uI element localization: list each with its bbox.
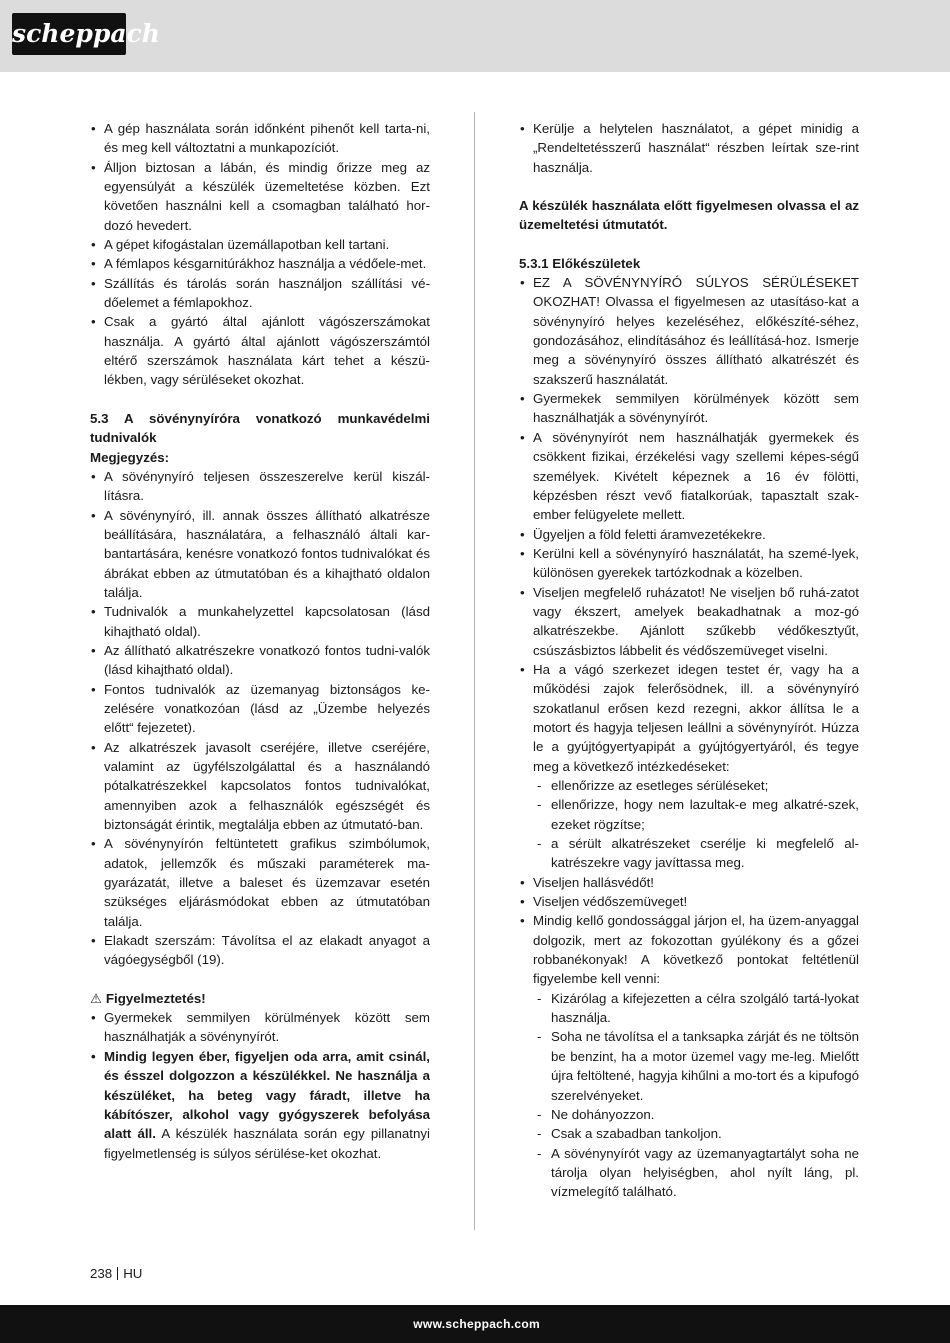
list-item: • Kerülje a helytelen használatot, a gépet minidig a „Rendeltetésszerű használat“ részben leírtak sze-rint használja. xyxy=(519,119,859,177)
intro-bullet-list xyxy=(90,119,430,390)
sub-dash-list xyxy=(533,989,859,1202)
list-item: • Elakadt szerszám: Távolítsa el az elakadt anyagot a vágóegységből (19). xyxy=(90,931,430,970)
list-item: • A fémlapos késgarnitúrákhoz használja a védőele-met. xyxy=(90,254,430,273)
list-item: • Az állítható alkatrészekre vonatkozó fontos tudni-valók (lásd kihajtható oldal). xyxy=(90,641,430,680)
list-item-text: Ha a vágó szerkezet idegen testet ér, vagy ha a működési zajok felerősödnek, ill. a sövénynyíró szokatlanul erősen kezd rezegni, akkor állítsa le a motort és hagyja teljesen leállni a sövénynyírót. Húzza le a gyújtógyertyapipát a gyújtógyertyáról, és tegye meg a következő intézkedéseket: xyxy=(533,661,859,774)
sub-dash-list xyxy=(533,776,859,873)
regular-text: A készülék használata során egy pillanatnyi figyelmetlenség is súlyos sérülése-ket okozhat. xyxy=(104,1126,431,1161)
spacer xyxy=(519,177,859,196)
sub-list-item: - ellenőrizze, hogy nem lazultak-e meg alkatré-szek, ezeket rögzítse; xyxy=(533,795,859,834)
column-divider xyxy=(474,112,475,1230)
list-item: • Az alkatrészek javasolt cseréjére, illetve cseréjére, valamint az ügyfélszolgálattal és a használandó pótalkatrészekkel kapcsolatos fontos tudnivalókat, amennyiben azok a felhasználók egészségét és biztonságát érintik, megtalálja ebben az útmutató-ban. xyxy=(90,738,430,835)
list-item-text: Mindig kellő gondossággal járjon el, ha üzem-anyaggal dolgozik, mert az fokozottan gyúlékony és a gőzei robbanékonyak! A következő pontokat feltétlenül figyelembe kell venni: xyxy=(533,913,859,987)
preparation-bullet-list xyxy=(519,273,859,1202)
right-column xyxy=(519,119,859,1202)
subsection-heading: 5.3.1 Előkészületek xyxy=(519,255,641,271)
bold-notice: A készülék használata előtt figyelmesen olvassa el az üzemeltetési útmutatót. xyxy=(519,198,859,233)
header-band xyxy=(0,0,950,72)
list-item: • A gépet kifogástalan üzemállapotban kell tartani. xyxy=(90,235,430,254)
sub-list-item: - ellenőrizze az esetleges sérüléseket; xyxy=(533,776,859,795)
list-item: • Kerülni kell a sövénynyíró használatát, ha szemé-lyek, különösen gyerekek tartózkodnak a közelben. xyxy=(519,544,859,583)
list-item: • Gyermekek semmilyen körülmények között sem használhatják a sövénynyírót. xyxy=(90,1008,430,1047)
sub-list-item: - Soha ne távolítsa el a tanksapka zárját és ne töltsön be benzint, ha a motor üzemel vagy me-leg. Mielőtt újra feltöltené, hagyja kihűlni a mo-tort és a kipufogó szerelvényeket. xyxy=(533,1027,859,1104)
brand-logo: scheppach xyxy=(12,13,126,55)
list-item: • A sövénynyíró, ill. annak összes állítható alkatrésze beállítására, használatára, a felhasználó általi kar-bantartására, kenésre vonatkozó fontos tudnivalókat és ábrákat ebben az útmutatóban és a kihajtható oldalon találja. xyxy=(90,506,430,603)
warning-heading xyxy=(90,989,430,1008)
separator xyxy=(117,1267,118,1280)
warning-label: Figyelmeztetés! xyxy=(105,990,206,1006)
list-item: • EZ A SÖVÉNYNYÍRÓ SÚLYOS SÉRÜLÉSEKET OKOZHAT! Olvassa el figyelmesen az utasításo-kat a sövénynyíró helyes kezeléséhez, előkészíté-séhez, gondozásához, elindításához és leállításá-hoz. Ismerje meg a sövénynyíró összes állítható alkatrészét és szakszerű használatát. xyxy=(519,273,859,389)
sub-list-item: - Ne dohányozzon. xyxy=(533,1105,859,1124)
list-item: • Tudnivalók a munkahelyzettel kapcsolatosan (lásd kihajtható oldal). xyxy=(90,602,430,641)
warning-triangle-icon: ⚠ xyxy=(90,990,102,1006)
sub-list-item: - Kizárólag a kifejezetten a célra szolgáló tartá-lyokat használja. xyxy=(533,989,859,1028)
list-item: • A sövénynyírón feltüntetett grafikus szimbólumok, adatok, jellemzők és műszaki paraméterek ma-gyarázatát, illetve a baleset és üzemzavar esetén szükséges eljárásmódokat ebben az útmutatóban találja. xyxy=(90,834,430,931)
list-item: • Gyermekek semmilyen körülmények között sem használhatják a sövénynyírót. xyxy=(519,389,859,428)
list-item: • Viseljen védőszemüveget! xyxy=(519,892,859,911)
spacer xyxy=(90,970,430,989)
sub-list-item: - a sérült alkatrészeket cserélje ki megfelelő al-katrészekre vagy javíttassa meg. xyxy=(533,834,859,873)
list-item xyxy=(90,1047,430,1163)
page-number-footer xyxy=(90,1264,142,1283)
bold-text: Mindig legyen éber, figyeljen oda arra, amit csinál, és ésszel dolgozzon a készülékkel. Ne használja a készüléket, ha beteg vagy fáradt, illetve ha kábítószer, alkohol vagy gyógyszerek befolyása alatt áll. xyxy=(104,1048,430,1142)
page-number: 238 xyxy=(90,1266,113,1281)
list-item xyxy=(519,911,859,1201)
list-item: • Fontos tudnivalók az üzemanyag biztonságos ke-zelésére vonatkozóan (lásd az „Üzembe helyezés előtt“ fejezetet). xyxy=(90,680,430,738)
list-item: • A gép használata során időnként pihenőt kell tarta-ni, és meg kell változtatni a munkapozíciót. xyxy=(90,119,430,158)
sub-list-item: - Csak a szabadban tankoljon. xyxy=(533,1124,859,1143)
website-link[interactable]: www.scheppach.com xyxy=(413,1317,540,1331)
warning-bullet-list xyxy=(90,1008,430,1163)
footer-bar xyxy=(0,1305,950,1343)
note-label: Megjegyzés: xyxy=(90,449,170,465)
spacer xyxy=(90,390,430,409)
sub-list-item: - A sövénynyírót vagy az üzemanyagtartályt soha ne tárolja olyan helyiségben, ahol nyílt láng, pl. vízmelegítő található. xyxy=(533,1144,859,1202)
list-item xyxy=(519,660,859,873)
list-item: • Ügyeljen a föld feletti áramvezetékekre. xyxy=(519,525,859,544)
list-item: • A sövénynyíró teljesen összeszerelve kerül kiszál-lításra. xyxy=(90,467,430,506)
list-item: • Csak a gyártó által ajánlott vágószerszámokat használja. A gyártó által ajánlott vágószerszámtól eltérő szerszámok használata kárt tehet a készü-lékben, vagy sérüléseket okozhat. xyxy=(90,312,430,389)
list-item: • Viseljen megfelelő ruházatot! Ne viseljen bő ruhá-zatot vagy ékszert, amelyek beakadhatnak a moz-gó alkatrészekbe. Ajánlott szűkebb védőkesztyűt, csúszásbiztos lábbelit és védőszemüveget viselni. xyxy=(519,583,859,660)
language-code: HU xyxy=(123,1266,143,1281)
note-bullet-list xyxy=(90,467,430,970)
list-item: • A sövénynyírót nem használhatják gyermekek és csökkent fizikai, érzékelési vagy szellemi képes-ségű személyek. Kivételt képeznek a 16 év fölötti, képzésben részt vevő fiatalkorúak, tapasztalt szak-ember felügyelete mellett. xyxy=(519,428,859,525)
section-heading: 5.3 A sövénynyíróra vonatkozó munkavédelmi tudnivalók xyxy=(90,410,430,446)
spacer xyxy=(519,235,859,254)
list-item: • Álljon biztosan a lábán, és mindig őrizze meg az egyensúlyát a készülék üzemeltetése közben. Ezt követően használni kell a csomagban található hor-dozó hevedert. xyxy=(90,158,430,235)
left-column xyxy=(90,119,430,1163)
list-item: • Viseljen hallásvédőt! xyxy=(519,873,859,892)
intro-bullet-list xyxy=(519,119,859,177)
list-item: • Szállítás és tárolás során használjon szállítási vé-dőelemet a fémlapokhoz. xyxy=(90,274,430,313)
